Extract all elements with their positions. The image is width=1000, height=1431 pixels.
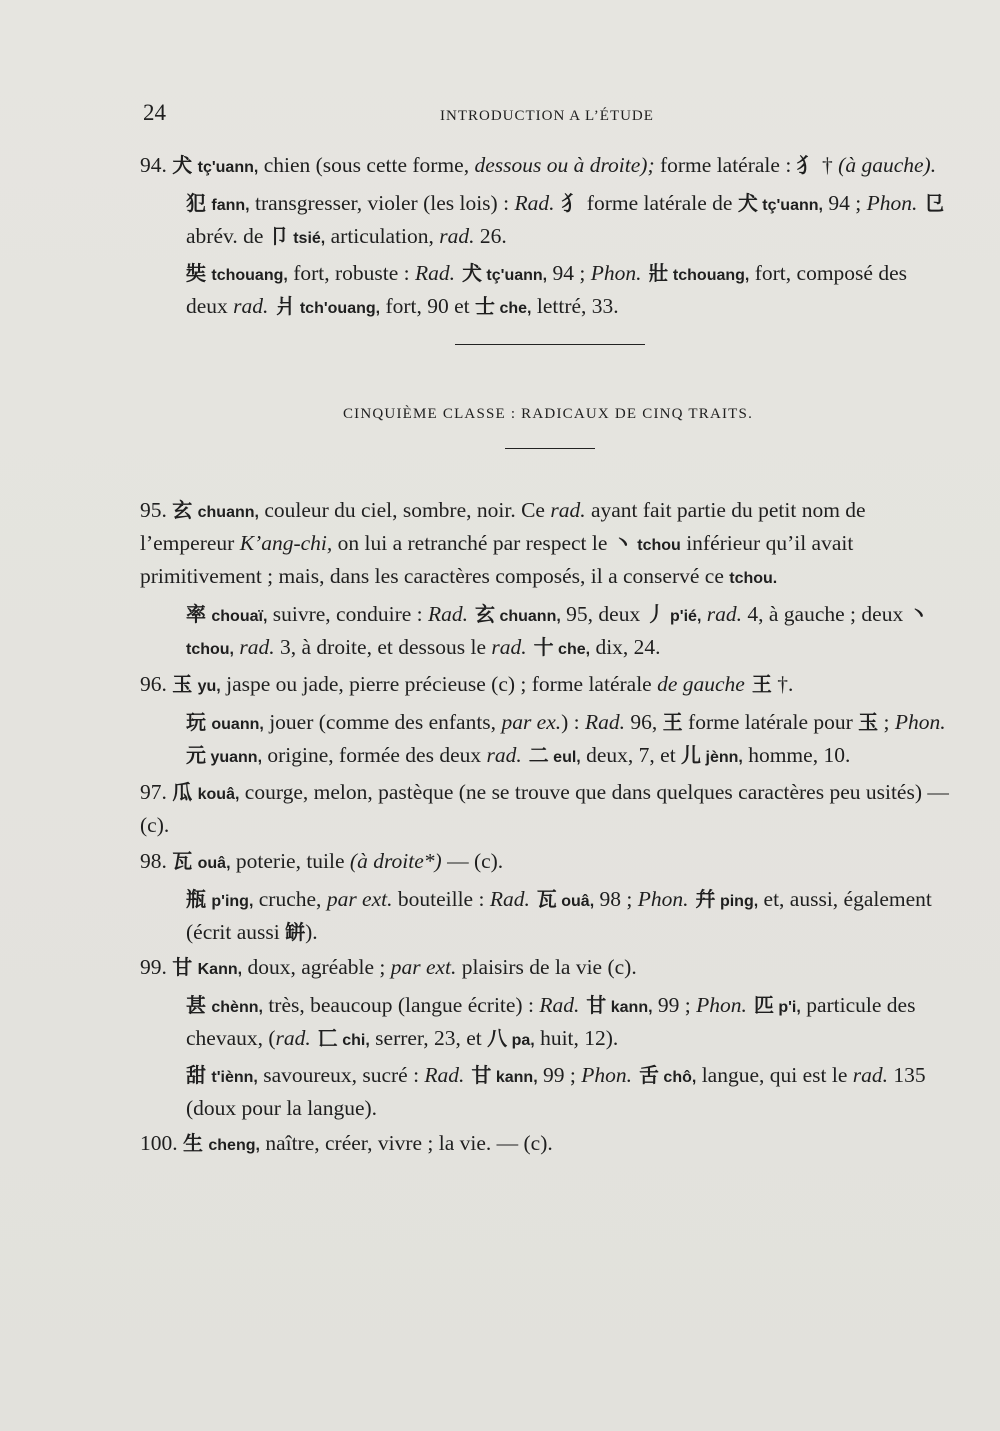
romanization: tchou, bbox=[186, 641, 234, 658]
italic-text: (à droite*) bbox=[349, 849, 442, 873]
radical-character: 玄 bbox=[172, 498, 193, 522]
italic-text: rad. bbox=[275, 1026, 311, 1050]
romanization: p'i, bbox=[773, 999, 801, 1016]
romanization: yuann, bbox=[206, 749, 263, 766]
romanization: yu, bbox=[197, 678, 221, 695]
definition-text: 99 ; bbox=[652, 993, 697, 1017]
romanization: cheng, bbox=[208, 1137, 260, 1154]
romanization: t'iènn, bbox=[211, 1069, 258, 1086]
italic-text: rad. bbox=[706, 602, 743, 626]
definition-text: origine, formée des deux bbox=[262, 743, 487, 767]
entry-94 bbox=[140, 150, 950, 183]
character: 犭 bbox=[554, 191, 582, 215]
definition-text: transgresser, violer (les lois) : bbox=[249, 191, 515, 215]
romanization: chuann, bbox=[495, 608, 561, 625]
definition-text: homme, 10. bbox=[742, 743, 851, 767]
definition-text: chien (sous cette forme, bbox=[258, 153, 475, 177]
character: 爿 bbox=[268, 294, 296, 318]
character: 丿 bbox=[645, 602, 666, 626]
character: 玄 bbox=[468, 602, 495, 626]
character: 甚 bbox=[186, 993, 206, 1017]
definition-text: 96, bbox=[625, 710, 663, 734]
character: 幷 bbox=[688, 887, 716, 911]
entry-98 bbox=[140, 846, 950, 879]
italic-text: K’ang-chi, bbox=[239, 531, 333, 555]
definition-text: savoureux, sucré : bbox=[257, 1063, 425, 1087]
section-divider bbox=[455, 344, 645, 345]
romanization: tç'uann, bbox=[481, 267, 548, 284]
italic-text: rad. bbox=[439, 224, 475, 248]
character: 儿 bbox=[681, 743, 702, 767]
italic-text: Rad. bbox=[424, 1063, 465, 1087]
definition-text: abrév. de bbox=[186, 224, 269, 248]
romanization: ouann, bbox=[211, 716, 264, 733]
entry-number: 94. bbox=[140, 153, 167, 177]
definition-text: suivre, conduire : bbox=[267, 602, 429, 626]
definition-text: 135 (doux pour la langue). bbox=[186, 1063, 926, 1120]
character: 二 bbox=[521, 743, 549, 767]
italic-text: rad. bbox=[852, 1063, 889, 1087]
definition-text: articulation, bbox=[325, 224, 440, 248]
definition-text: serrer, 23, et bbox=[369, 1026, 488, 1050]
definition-text: lettré, 33. bbox=[531, 294, 619, 318]
definition-text: fort, composé des deux bbox=[186, 261, 907, 318]
romanization: tch'ouang, bbox=[295, 300, 381, 317]
italic-text: dessous ou à droite); bbox=[474, 153, 655, 177]
entry-96-ouann bbox=[186, 707, 950, 773]
entry-94-tchouang bbox=[186, 258, 950, 324]
character: 玉 bbox=[858, 710, 879, 734]
definition-text: †. bbox=[771, 672, 794, 696]
romanization: tchouang, bbox=[211, 267, 288, 284]
definition-text: couleur du ciel, sombre, noir. Ce bbox=[258, 498, 551, 522]
definition-text: 26. bbox=[474, 224, 507, 248]
romanization: tchou bbox=[632, 537, 681, 554]
romanization: kann, bbox=[606, 999, 653, 1016]
romanization: tç'uann, bbox=[757, 197, 823, 214]
italic-text: par ext. bbox=[390, 955, 457, 979]
romanization: chô, bbox=[658, 1069, 697, 1086]
entry-99-tienn bbox=[186, 1060, 950, 1124]
definition-text: forme latérale pour bbox=[682, 710, 859, 734]
definition-text: plaisirs de la vie (c). bbox=[456, 955, 637, 979]
character: 瓶 bbox=[186, 887, 206, 911]
definition-text: très, beaucoup (langue écrite) : bbox=[262, 993, 540, 1017]
radical-character: 瓜 bbox=[172, 780, 193, 804]
romanization: tç'uann, bbox=[197, 159, 259, 176]
definition-text: jouer (comme des enfants, bbox=[263, 710, 502, 734]
character: 匹 bbox=[746, 993, 774, 1017]
definition-text: inférieur qu’il avait primitivement ; mais, dans les caractères composés, il a conservé ce bbox=[140, 531, 854, 588]
italic-text: Phon. bbox=[637, 887, 689, 911]
character: 八 bbox=[487, 1026, 508, 1050]
definition-text: 99 ; bbox=[537, 1063, 582, 1087]
romanization: ping, bbox=[715, 893, 759, 910]
running-header bbox=[0, 100, 1000, 130]
definition-text: † bbox=[816, 153, 839, 177]
character: 玩 bbox=[186, 710, 206, 734]
definition-text: dix, 24. bbox=[590, 635, 661, 659]
romanization: jènn, bbox=[701, 749, 743, 766]
italic-text: rad. bbox=[486, 743, 522, 767]
romanization: chi, bbox=[337, 1032, 370, 1049]
entry-97 bbox=[140, 777, 950, 841]
radical-character: 生 bbox=[183, 1131, 203, 1155]
italic-text: rad. bbox=[233, 294, 269, 318]
italic-text: Rad. bbox=[415, 261, 456, 285]
romanization: ouâ, bbox=[556, 893, 595, 910]
entry-99-chenn bbox=[186, 990, 950, 1056]
variant-character: 王 bbox=[744, 672, 772, 696]
romanization: ouâ, bbox=[197, 855, 231, 872]
character: 甜 bbox=[186, 1063, 206, 1087]
character: 壯 bbox=[641, 261, 669, 285]
italic-text: Rad. bbox=[489, 887, 530, 911]
italic-text: Rad. bbox=[585, 710, 626, 734]
entry-number: 100. bbox=[140, 1131, 178, 1155]
character: 缾 bbox=[285, 920, 306, 944]
definition-text: on lui a retranché par respect le bbox=[332, 531, 613, 555]
running-title: INTRODUCTION A L’ÉTUDE bbox=[440, 108, 654, 124]
italic-text: rad. bbox=[239, 635, 275, 659]
romanization: che, bbox=[495, 300, 532, 317]
character: 卩 bbox=[268, 224, 289, 248]
character: 奘 bbox=[186, 261, 206, 285]
definition-text: jaspe ou jade, pierre précieuse (c) ; forme latérale bbox=[220, 672, 658, 696]
definition-text: 94 ; bbox=[822, 191, 867, 215]
character: 舌 bbox=[632, 1063, 659, 1087]
variant-character: 犭 bbox=[796, 153, 817, 177]
definition-text: naître, créer, vivre ; la vie. — (c). bbox=[259, 1131, 553, 1155]
romanization: tsié, bbox=[288, 230, 326, 247]
italic-text: Rad. bbox=[428, 602, 469, 626]
entry-number: 95. bbox=[140, 498, 167, 522]
entry-98-ping bbox=[186, 884, 950, 948]
romanization: p'ié, bbox=[665, 608, 702, 625]
radical-character: 玉 bbox=[172, 672, 193, 696]
definition-text: forme latérale de bbox=[581, 191, 738, 215]
character: 犬 bbox=[737, 191, 758, 215]
character: 犬 bbox=[455, 261, 482, 285]
character: 王 bbox=[662, 710, 683, 734]
definition-text: cruche, bbox=[253, 887, 327, 911]
definition-text: bouteille : bbox=[392, 887, 490, 911]
entry-94-fann bbox=[186, 188, 950, 254]
romanization: kann, bbox=[491, 1069, 538, 1086]
character: 匸 bbox=[310, 1026, 338, 1050]
definition-text: ). bbox=[305, 920, 318, 944]
section-title: CINQUIÈME CLASSE : RADICAUX DE CINQ TRAITS. bbox=[342, 406, 754, 422]
italic-text: Phon. bbox=[894, 710, 946, 734]
italic-text: Phon. bbox=[866, 191, 918, 215]
definition-text: 94 ; bbox=[547, 261, 591, 285]
romanization: eul, bbox=[548, 749, 581, 766]
italic-text: de gauche bbox=[657, 672, 745, 696]
italic-text: Phon. bbox=[696, 993, 747, 1017]
definition-text: et, aussi, également (écrit aussi bbox=[186, 887, 932, 944]
character: 元 bbox=[186, 743, 206, 767]
definition-text: 98 ; bbox=[594, 887, 638, 911]
character: 士 bbox=[475, 294, 496, 318]
definition-text: — (c). bbox=[441, 849, 504, 873]
italic-text: par ex. bbox=[501, 710, 562, 734]
definition-text: fort, robuste : bbox=[287, 261, 415, 285]
entry-number: 97. bbox=[140, 780, 167, 804]
romanization: pa, bbox=[507, 1032, 535, 1049]
entry-96 bbox=[140, 669, 950, 702]
definition-text: ayant fait partie du petit nom de l’empereur bbox=[140, 498, 866, 555]
entry-100 bbox=[140, 1128, 950, 1161]
definition-text: forme latérale : bbox=[654, 153, 797, 177]
italic-text: Phon. bbox=[581, 1063, 633, 1087]
character: 十 bbox=[526, 635, 554, 659]
character: 丶 bbox=[908, 602, 929, 626]
definition-text: 95, deux bbox=[560, 602, 646, 626]
definition-text: doux, agréable ; bbox=[242, 955, 391, 979]
character: 甘 bbox=[579, 993, 607, 1017]
character: 甘 bbox=[464, 1063, 492, 1087]
romanization: chuann, bbox=[197, 504, 259, 521]
entry-99 bbox=[140, 952, 950, 985]
italic-text: Rad. bbox=[514, 191, 555, 215]
italic-text: rad. bbox=[550, 498, 586, 522]
character: 丶 bbox=[612, 531, 633, 555]
definition-text: 4, à gauche ; deux bbox=[742, 602, 909, 626]
page-body bbox=[140, 150, 950, 1166]
italic-text: rad. bbox=[491, 635, 527, 659]
radical-character: 犬 bbox=[172, 153, 193, 177]
italic-text: Phon. bbox=[590, 261, 642, 285]
definition-text: langue, qui est le bbox=[696, 1063, 853, 1087]
romanization: kouâ, bbox=[197, 786, 240, 803]
romanization: tchou. bbox=[729, 570, 778, 587]
romanization: che, bbox=[553, 641, 591, 658]
entry-number: 96. bbox=[140, 672, 167, 696]
entry-number: 98. bbox=[140, 849, 167, 873]
definition-text: fort, 90 et bbox=[380, 294, 476, 318]
romanization: p'ing, bbox=[211, 893, 254, 910]
character: 瓦 bbox=[529, 887, 557, 911]
definition-text: courge, melon, pastèque (ne se trouve que dans quelques caractères peu usités) — (c). bbox=[140, 780, 949, 837]
character: 犯 bbox=[186, 191, 206, 215]
italic-text: (à gauche). bbox=[838, 153, 937, 177]
romanization: tchouang, bbox=[668, 267, 750, 284]
entry-95-chouai bbox=[186, 599, 950, 665]
entry-number: 99. bbox=[140, 955, 167, 979]
romanization: chènn, bbox=[211, 999, 263, 1016]
radical-character: 瓦 bbox=[172, 849, 193, 873]
section-divider bbox=[505, 448, 595, 449]
radical-character: 甘 bbox=[172, 955, 193, 979]
definition-text: ; bbox=[878, 710, 895, 734]
romanization: chouaï, bbox=[211, 608, 268, 625]
romanization: fann, bbox=[211, 197, 250, 214]
character: 㔾 bbox=[917, 191, 945, 215]
definition-text: ) : bbox=[561, 710, 586, 734]
definition-text: 3, à droite, et dessous le bbox=[274, 635, 492, 659]
definition-text: particule des chevaux, ( bbox=[186, 993, 916, 1050]
definition-text: poterie, tuile bbox=[230, 849, 350, 873]
character: 率 bbox=[186, 602, 206, 626]
definition-text: deux, 7, et bbox=[580, 743, 682, 767]
entry-95 bbox=[140, 495, 950, 594]
italic-text: Rad. bbox=[539, 993, 580, 1017]
page-number: 24 bbox=[143, 100, 166, 125]
definition-text: huit, 12). bbox=[534, 1026, 619, 1050]
romanization: Kann, bbox=[197, 961, 243, 978]
italic-text: par ext. bbox=[326, 887, 393, 911]
